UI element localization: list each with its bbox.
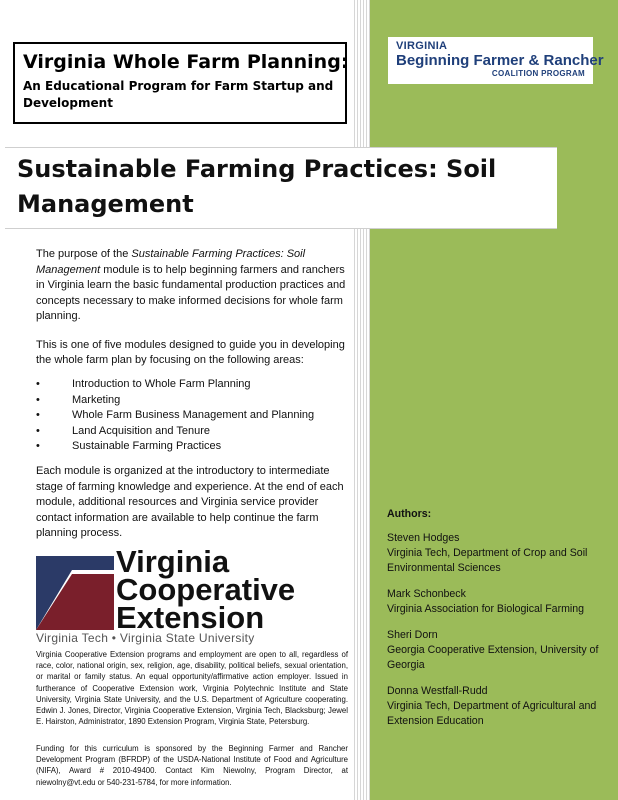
intro-paragraph-purpose bbox=[36, 247, 352, 325]
vce-universities: Virginia Tech • Virginia State University bbox=[36, 631, 255, 645]
author-affiliation: Virginia Tech, Department of Agricultural and Extension Education bbox=[387, 700, 597, 727]
module-title-line2: Management bbox=[17, 190, 194, 218]
intro-paragraph-modules: This is one of five modules designed to guide you in developing the whole farm plan by focusing on the following areas: bbox=[36, 338, 345, 366]
author-name: Steven Hodges bbox=[387, 532, 460, 544]
bullet-icon: • bbox=[36, 424, 40, 437]
vce-word-virginia: Virginia bbox=[116, 544, 230, 579]
module-description: Each module is organized at the introductory to intermediate stage of farming knowledge and experience. At the end of each module, additional resources and Virginia service provider contact information are available to help continue the farm planning process. bbox=[36, 465, 344, 539]
vce-wordmark bbox=[116, 544, 296, 635]
bullet-icon: • bbox=[36, 378, 40, 390]
equal-opportunity-statement: Virginia Cooperative Extension programs and employment are open to all, regardless of race, color, national origin, sex, religion, age, disability, political beliefs, sexual orientation, or marital or family status. An equal opportunity/affirmative action employer. Issued in furtherance of Cooperative Extension work, Virginia Polytechnic Institute and State University, Virginia State University, and the U.S. Department of Agriculture cooperating. Edwin J. Jones, Director, Virginia Cooperative Extension, Virginia Tech, Blacksburg; Jewel E. Hairston, Administrator, 1890 Extension Program, Virginia State, Petersburg. bbox=[36, 650, 348, 727]
logo-line-beginning-farmer: Beginning Farmer & Rancher bbox=[396, 52, 604, 69]
logo-line-virginia: VIRGINIA bbox=[396, 40, 448, 52]
list-item bbox=[36, 439, 352, 455]
module-title-line1: Sustainable Farming Practices: Soil bbox=[17, 155, 497, 183]
list-item-text: Marketing bbox=[72, 393, 121, 406]
bullet-icon: • bbox=[36, 393, 40, 406]
bfrcp-logo bbox=[388, 37, 604, 84]
author-affiliation: Georgia Cooperative Extension, University of Georgia bbox=[387, 644, 599, 671]
intro-section bbox=[36, 247, 352, 382]
author-affiliation: Virginia Tech, Department of Crop and Soil Environmental Sciences bbox=[387, 547, 588, 574]
program-subtitle: An Educational Program for Farm Startup and Development bbox=[23, 79, 334, 110]
author-affiliation: Virginia Association for Biological Farming bbox=[387, 603, 585, 615]
list-item-text: Whole Farm Business Management and Planning bbox=[72, 409, 315, 421]
list-item-text: Land Acquisition and Tenure bbox=[72, 424, 211, 437]
list-item bbox=[36, 424, 352, 440]
author-name: Sheri Dorn bbox=[387, 629, 438, 641]
module-name-italic: Sustainable Farming Practices: Soil Management bbox=[36, 248, 306, 276]
vce-word-cooperative: Cooperative bbox=[116, 572, 296, 607]
author-entry bbox=[387, 628, 612, 673]
list-item bbox=[36, 408, 352, 424]
purpose-text-start: The purpose of the bbox=[36, 248, 132, 260]
vce-word-extension: Extension bbox=[116, 600, 265, 635]
author-name: Mark Schonbeck bbox=[387, 588, 466, 600]
vce-mark-icon bbox=[36, 552, 114, 630]
authors-heading: Authors: bbox=[387, 508, 432, 520]
author-entry bbox=[387, 684, 612, 729]
author-name: Donna Westfall-Rudd bbox=[387, 685, 488, 697]
program-title: Virginia Whole Farm Planning: bbox=[23, 51, 349, 73]
author-entry bbox=[387, 531, 612, 576]
list-item-text: Sustainable Farming Practices bbox=[72, 440, 222, 452]
purpose-text-end: module is to help beginning farmers and ranchers in Virginia learn the basic fundamental production practices and concepts necessary to make informed decisions for whole farm planning. bbox=[36, 263, 346, 322]
bullet-icon: • bbox=[36, 440, 40, 452]
vce-logo bbox=[36, 544, 336, 648]
bullet-icon: • bbox=[36, 409, 40, 421]
authors-section bbox=[387, 507, 612, 740]
module-areas-list bbox=[36, 377, 352, 455]
list-item bbox=[36, 393, 352, 409]
author-entry bbox=[387, 587, 612, 617]
program-title-box bbox=[13, 42, 347, 124]
list-item-text: Introduction to Whole Farm Planning bbox=[72, 378, 251, 390]
funding-statement: Funding for this curriculum is sponsored by the Beginning Farmer and Rancher Development Program (BFRDP) of the USDA-National Institute of Food and Agriculture (NIFA), Award # 2010-49400. Contact Kim Niewolny, Program Director, at niewolny@vt.edu or 540-231-5784, for more information. bbox=[36, 744, 348, 787]
module-title-banner bbox=[5, 147, 557, 229]
list-item bbox=[36, 377, 352, 393]
logo-line-coalition: COALITION PROGRAM bbox=[491, 69, 585, 78]
stripe-divider bbox=[352, 0, 370, 800]
